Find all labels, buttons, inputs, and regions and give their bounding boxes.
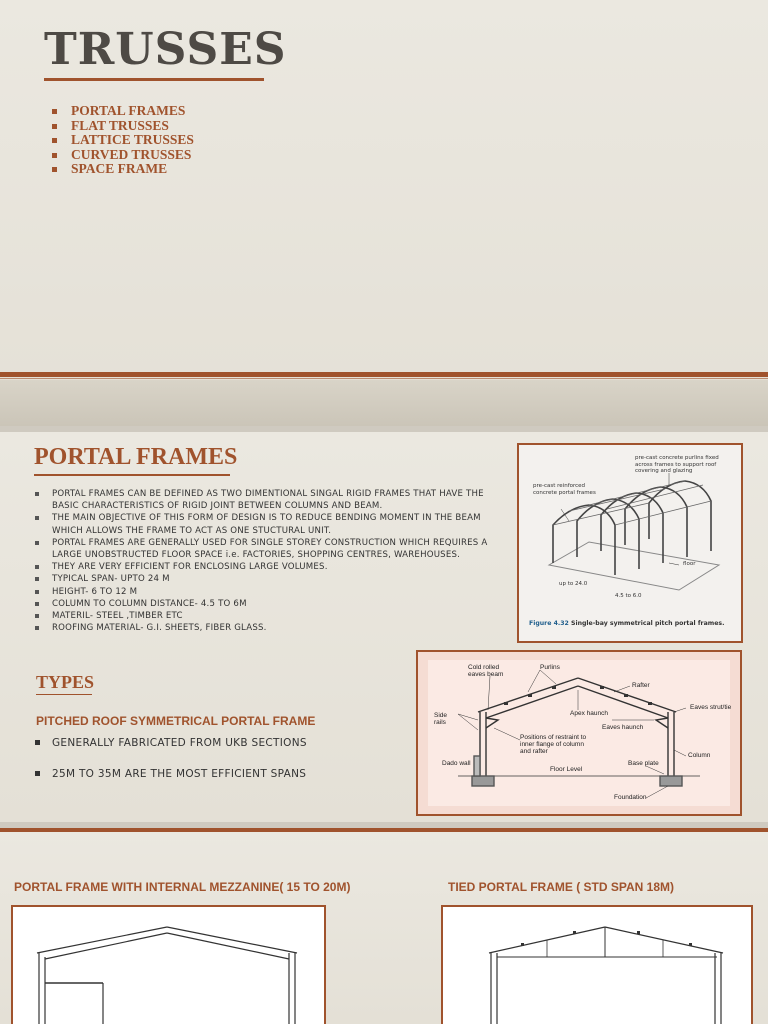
- list-item: MATERIL- STEEL ,TIMBER ETC: [34, 610, 504, 622]
- accent-band: [0, 828, 768, 832]
- slide-title: TRUSSES: [44, 24, 287, 75]
- list-item: LATTICE TRUSSES: [52, 133, 194, 148]
- pitched-portal-frame-drawing: [428, 660, 730, 806]
- pitched-roof-subheading: PITCHED ROOF SYMMETRICAL PORTAL FRAME: [36, 714, 316, 728]
- list-item: COLUMN TO COLUMN DISTANCE- 4.5 TO 6M: [34, 598, 504, 610]
- label-restraint: Positions of restraint to inner flange of column and rafter: [520, 734, 587, 755]
- mezzanine-frame-drawing: [13, 907, 324, 1024]
- portal-frames-bullets: [34, 488, 504, 634]
- list-item: GENERALLY FABRICATED FROM UKB SECTIONS: [34, 736, 307, 750]
- label-side-rails: Side rails: [434, 712, 448, 726]
- types-underline: [36, 694, 92, 695]
- label-eaves-beam: Cold rolled eaves beam: [468, 664, 504, 678]
- tied-portal-heading: TIED PORTAL FRAME ( STD SPAN 18M): [448, 880, 675, 894]
- figure-mezzanine-portal-frame: [11, 905, 326, 1024]
- figure-number: Figure 4.32: [529, 620, 569, 627]
- slide-separator: [0, 426, 768, 432]
- slide-portal-frame-types: [0, 828, 768, 1024]
- section-heading: PORTAL FRAMES: [34, 444, 238, 470]
- slide-trusses: [0, 0, 768, 432]
- label-rafter: Rafter: [632, 682, 650, 689]
- figure-panel: [428, 660, 730, 806]
- label-base-plate: Base plate: [628, 760, 659, 767]
- label-purlins: pre-cast concrete purlins fixed across frames to support roof covering and glazing: [635, 455, 719, 474]
- list-item: SPACE FRAME: [52, 162, 194, 177]
- figure-single-bay-portal-frames: [517, 443, 743, 643]
- heading-underline: [34, 474, 230, 476]
- label-foundation: Foundation: [614, 794, 647, 801]
- label-dado-wall: Dado wall: [442, 760, 471, 767]
- label-floor-level: Floor Level: [550, 766, 583, 773]
- label-apex-haunch: Apex haunch: [570, 710, 608, 717]
- accent-band-thin: [0, 378, 768, 379]
- list-item: TYPICAL SPAN- UPTO 24 M: [34, 573, 504, 585]
- figure-tied-portal-frame: [441, 905, 753, 1024]
- accent-band: [0, 372, 768, 377]
- label-bay-spacing: 4.5 to 6.0: [615, 593, 642, 599]
- list-item: HEIGHT- 6 TO 12 M: [34, 586, 504, 598]
- label-eaves-haunch: Eaves haunch: [602, 724, 644, 731]
- title-underline: [44, 78, 264, 81]
- list-item: THE MAIN OBJECTIVE OF THIS FORM OF DESIGN IS TO REDUCE BENDING MOMENT IN THE BEAM WHICH ALLOWS THE FRAME TO ACT AS ONE STUCTURAL UNIT.: [34, 512, 504, 536]
- list-item: THEY ARE VERY EFFICIENT FOR ENCLOSING LARGE VOLUMES.: [34, 561, 504, 573]
- footer-shade: [0, 380, 768, 432]
- label-purlins: Purlins: [540, 664, 560, 671]
- label-column: Column: [688, 752, 711, 759]
- list-item: PORTAL FRAMES ARE GENERALLY USED FOR SINGLE STOREY CONSTRUCTION WHICH REQUIRES A LARGE UNOBSTRUCTED FLOOR SPACE i.e. FACTORIES, SHOPPING CENTRES, WAREHOUSES.: [34, 537, 504, 561]
- list-item: PORTAL FRAMES: [52, 104, 194, 119]
- label-span: up to 24.0: [559, 581, 588, 587]
- pitched-roof-bullets: [34, 736, 307, 798]
- truss-types-list: [52, 104, 194, 177]
- list-item: PORTAL FRAMES CAN BE DEFINED AS TWO DIMENTIONAL SINGAL RIGID FRAMES THAT HAVE THE BASIC CHARACTERISTICS OF RIGID JOINT BETWEEN COLUMNS AND BEAM.: [34, 488, 504, 512]
- list-item: ROOFING MATERIAL- G.I. SHEETS, FIBER GLASS.: [34, 622, 504, 634]
- mezzanine-heading: PORTAL FRAME WITH INTERNAL MEZZANINE( 15 TO 20M): [14, 880, 351, 894]
- label-concrete-frames: pre-cast reinforced concrete portal frames: [533, 483, 596, 496]
- list-item: CURVED TRUSSES: [52, 148, 194, 163]
- types-heading: TYPES: [36, 672, 95, 692]
- list-item: FLAT TRUSSES: [52, 119, 194, 134]
- figure-pitched-portal-frame: [416, 650, 742, 816]
- slide-portal-frames: [0, 432, 768, 828]
- figure-caption: Single-bay symmetrical pitch portal frames.: [571, 620, 725, 627]
- label-eaves-strut: Eaves strut/tie: [690, 704, 732, 711]
- list-item: 25M TO 35M ARE THE MOST EFFICIENT SPANS: [34, 767, 307, 781]
- tied-frame-drawing: [443, 907, 751, 1024]
- label-floor: floor: [683, 561, 696, 567]
